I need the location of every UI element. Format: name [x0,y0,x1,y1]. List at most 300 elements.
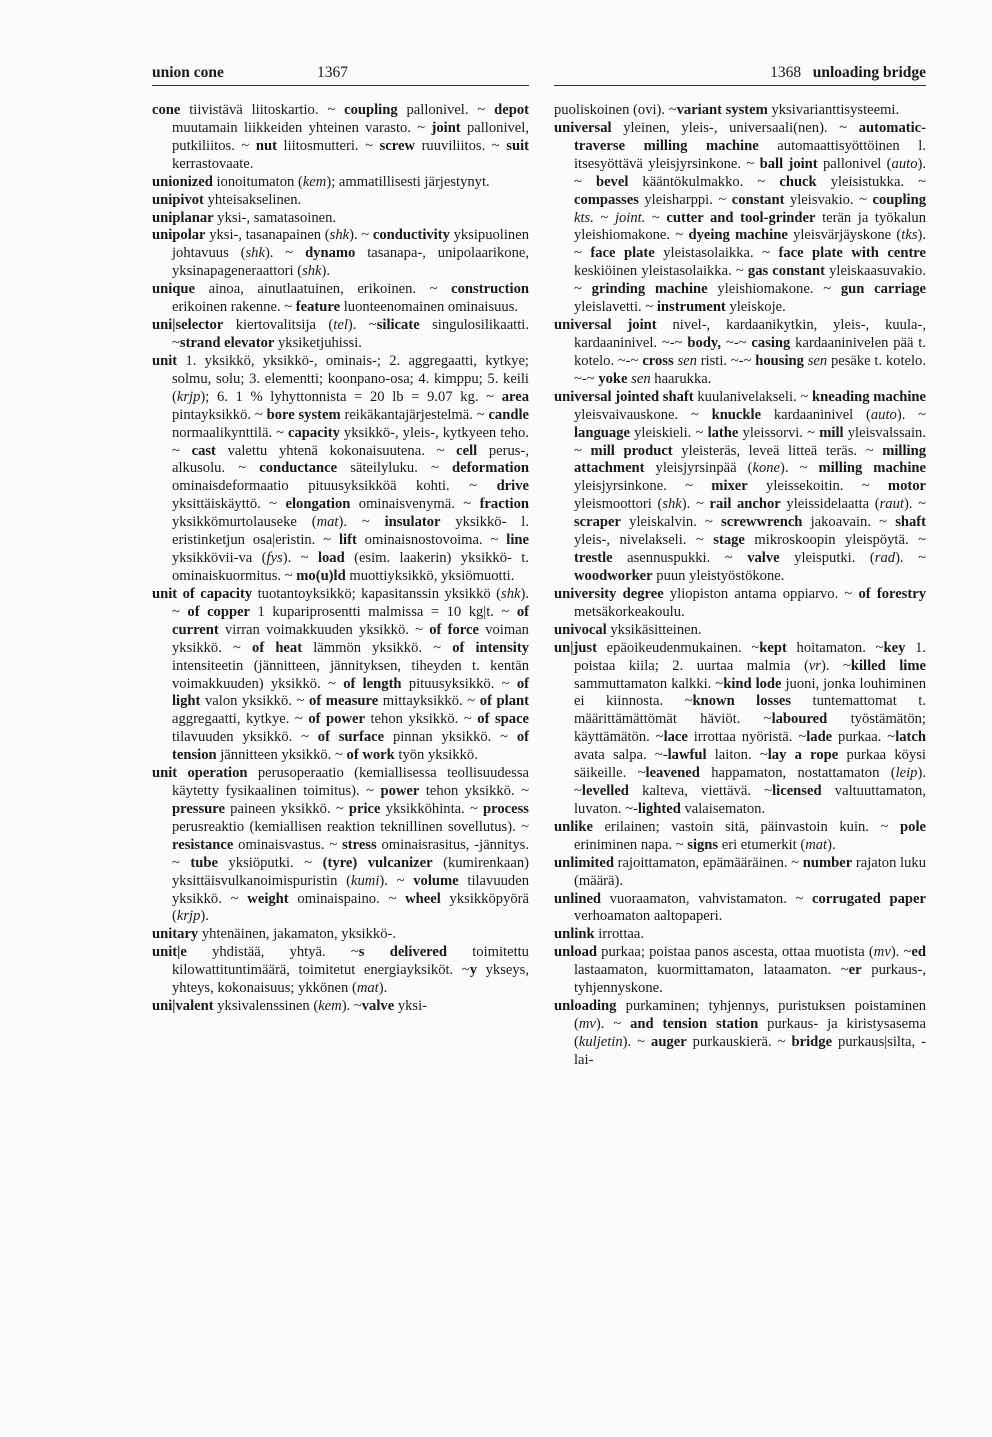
headword: killed lime [850,657,926,674]
headword: suit [506,137,529,154]
definition-text: ~ [645,209,667,226]
dictionary-entry [152,102,529,174]
headword: of length [343,675,402,692]
headword: variant system [676,102,768,118]
headword: price [348,800,381,817]
headword: instrument [656,299,726,316]
definition-text: erikoinen rakenne. ~ [172,299,296,316]
headword: screw [379,137,415,154]
definition-text: purkaminen; tyhjennys, puristuksen poistaminen ( [574,998,926,1033]
headword: signs [687,836,719,853]
headword: woodworker [574,567,653,584]
headword: wheel [405,890,441,907]
headword: of heat [252,639,303,656]
headword: nut [255,137,277,154]
headword: depot [494,102,530,118]
definition-text: yksikkövii-va ( [172,550,267,567]
headword: lathe [707,424,739,441]
headword: gun carriage [840,281,926,298]
headword: stage [713,532,745,549]
definition-text: yhteisakselinen. [203,191,302,208]
definition-text: pinnan yksikkö. ~ [384,729,517,746]
headword: unit|e [152,944,187,961]
definition-text: yksipuolinen johtavuus ( [172,227,529,262]
definition-text: ). ~ [896,406,926,423]
definition-text: ). ~ [379,872,414,889]
headword: kneading machine [811,388,926,405]
headword: conductivity [372,227,450,244]
headword: motor [887,478,927,495]
headword: dyeing machine [688,227,788,244]
definition-text: ). [200,908,209,925]
headword: and tension station [630,1016,759,1033]
headword: screwwrench [721,514,803,531]
headword: bore system [266,406,341,423]
headword: un|just [554,639,597,656]
definition-text: eriniminen napa. ~ [574,836,688,853]
headword: auger [651,1033,687,1050]
definition-text: puoliskoinen (ovi). ~ [554,102,677,118]
field-label: krjp [176,388,201,405]
definition-text: kerrastovaate. [172,155,254,172]
headword: line [506,532,529,549]
definition-text: pallonivel. ~ [397,102,495,118]
headword: er [848,962,862,979]
definition-text: yksivalenssinen ( [213,998,319,1015]
definition-text: hoitamaton. ~ [786,639,884,656]
headword: key [883,639,906,656]
field-label: kem [302,173,327,190]
field-label: mv [873,944,891,961]
definition-text: ). ~ [172,585,529,620]
headword: feature [295,299,341,316]
definition-text: ); 6. 1 % lyhyttonnista = 20 lb = 9.07 kg. ~ [200,388,502,405]
definition-text: yleishiomakone. ~ [707,281,841,298]
definition-text: yksivarianttisysteemi. [767,102,900,118]
definition-text: aggregaatti, kytkye. ~ [172,711,309,728]
definition-text: avata salpa. ~- [574,747,668,764]
headword: coupling [872,191,926,208]
definition-text: ). ~ [282,550,318,567]
definition-text: yleis-, nivelakseli. ~ [574,532,714,549]
headword: weight [247,890,289,907]
field-label: kumi [351,872,380,889]
dictionary-entry [554,855,926,891]
definition-text: ). ~ [895,550,926,567]
headword: silicate [376,317,420,334]
field-label: mv [578,1016,596,1033]
headword: casing [751,334,791,351]
definition-text: ). ~ [903,496,926,513]
headword: joint [431,119,461,136]
headword: unipivot [152,191,204,208]
headword: cast [191,442,216,459]
page-number-left: 1367 [317,64,348,81]
definition-text: kääntökulmakko. ~ [628,173,780,190]
headword: uniplanar [152,209,214,226]
headword: candle [488,406,529,423]
headword: unit [152,352,178,369]
definition-text: kardaaninivel ( [761,406,871,423]
definition-text: ); ammatillisesti järjestynyt. [326,173,490,190]
headword: lift [338,532,357,549]
definition-text: yleiskoje. [725,299,786,316]
headword: unload [554,944,597,961]
definition-text: perus-, alkusolu. ~ [172,442,529,477]
definition-text: purkaus- ja kiristysasema ( [574,1016,926,1050]
headword: unlike [554,818,593,835]
definition-text: ). ~ [622,1033,652,1050]
definition-text: yksi-, samatasoinen. [213,209,337,226]
definition-text: irrottaa nyöristä. ~ [687,729,807,746]
headword: lade [806,729,833,746]
definition-text: ). ~ [574,227,927,262]
dictionary-entry [554,622,926,640]
headword: gas constant [747,263,825,280]
headword: unlimited [554,854,615,871]
definition-text: epäoikeudenmukainen. ~ [596,639,760,656]
headword: body, [687,334,722,351]
definition-text: verhoamaton aaltopaperi. [574,908,723,925]
dictionary-entry [152,944,529,998]
definition-text: ~ [593,209,615,226]
definition-text: yleinen, yleis-, universaali(nen). ~ [611,119,859,136]
definition-text: tehon yksikkö. ~ [364,711,478,728]
headword: pressure [172,800,225,817]
headword: scraper [574,514,622,531]
headword: volume [413,872,459,889]
headword: ball joint [759,155,818,172]
definition-text: yleisputki. ( [779,550,875,567]
dictionary-entry [554,586,926,622]
definition-text: haarukka. [650,370,712,387]
headword: unlink [554,926,595,943]
headword: capacity [288,424,340,441]
definition-text: yleisteräs, leveä litteä teräs. ~ [672,442,883,459]
definition-text: perusoperaatio (kemiallisessa teollisuudessa käytetty fysikaalinen toimitus). ~ [172,765,529,800]
dictionary-entry [554,120,926,317]
headword: dynamo [305,245,356,262]
headword: cell [456,442,478,459]
headword: face plate [590,245,655,262]
dictionary-entry [152,281,529,317]
definition-text: tilavuuden yksikkö. ~ [172,872,529,907]
definition-text: ominaisvastus. ~ [233,836,343,853]
definition-text: tuntemattomat t. määrittämättömät häviöt. ~ [574,693,926,728]
definition-text: yleissorvi. ~ [738,424,820,441]
dictionary-entry [554,926,926,944]
definition-text: valtuuttamaton, luvaton. ~- [574,783,926,817]
headword: process [483,800,529,817]
definition-text: yleisvakio. ~ [784,191,873,208]
dictionary-entry [554,998,926,1070]
definition-text: ominaisnostovoima. ~ [356,532,507,549]
headword: of plant [479,693,530,710]
definition-text: ainoa, ainutlaatuinen, erikoinen. ~ [195,281,452,298]
headword: latch [895,729,926,746]
definition-text: pallonivel, putkiliitos. ~ [172,119,529,154]
headword: lawful [667,747,707,764]
headword: of copper [187,603,251,620]
definition-text: yleisharppi. ~ [638,191,732,208]
definition-text: yleiskieli. ~ [629,424,708,441]
definition-text: työstämätön; käyttämätön. ~ [574,711,926,746]
dictionary-entry [152,926,529,944]
field-label: tel [333,317,348,334]
field-label: kts. [574,209,594,226]
definition-text: pintayksikkö. ~ [172,406,267,423]
definition-text: yksittäiskäyttö. ~ [172,496,286,513]
headword: lace [663,729,688,746]
headword: universal joint [554,317,657,334]
definition-text: yleiskaasuvakio. ~ [574,263,926,298]
field-label: mat [356,980,379,997]
headword: of tension [172,729,530,764]
field-label: kone [752,460,781,477]
headword: unionized [152,173,213,190]
definition-text: rajaton luku (määrä). [574,854,926,889]
definition-text: yksikäsitteinen. [606,621,702,638]
definition-text: voiman yksikkö. ~ [172,621,529,656]
definition-text: ). ~ [347,317,377,334]
definition-text: laiton. ~ [706,747,768,764]
headword: (tyre) vulcanizer [322,854,433,871]
headword: of power [308,711,365,728]
headword: of current [172,603,529,638]
headword: milling attachment [574,442,927,477]
headword: construction [451,281,529,298]
definition-text: yksikköhinta. ~ [380,800,484,817]
definition-text: yleislavetti. ~ [574,299,657,316]
headword: unit of capacity [152,585,253,602]
header-right [770,63,926,83]
definition-text: virran voimakkuuden yksikkö. ~ [218,621,430,638]
headword: of force [429,621,479,638]
headword: automatic-traverse milling machine [574,119,926,154]
headword: of space [477,711,530,728]
headword: coupling [344,102,398,118]
headword: universal [554,119,612,136]
definition-text: ). ~ [574,155,927,190]
definition-text: eri etumerkit ( [718,836,806,853]
definition-text: kuulanivelakseli. ~ [693,388,812,405]
dictionary-entry [152,174,529,192]
headword: milling machine [818,460,927,477]
definition-text: pituusyksikkö. ~ [401,675,517,692]
headword: mill product [590,442,673,459]
headword: strand elevator [179,334,275,351]
definition-text: kardaaninivelen pää t. kotelo. ~-~ [574,334,927,369]
field-label: raut [879,496,904,513]
definition-text: metsäkorkeakoulu. [574,603,685,620]
definition-text: (esim. laakerin) yksikkö- t. ominaiskuormitus. ~ [172,550,529,584]
headword: compasses [574,191,639,208]
headword: of work [346,747,395,764]
definition-text: automaattisyöttöinen l. itsesyöttävä yleisjyrsinkone. ~ [574,137,927,172]
definition-text: yksi- [394,998,428,1015]
dictionary-entry [554,891,926,927]
headword: ed [911,944,926,961]
right-column [554,102,926,1070]
headword: unitary [152,926,199,943]
headword: university degree [554,585,664,602]
dictionary-entry [152,227,529,281]
dictionary-entry [152,998,529,1016]
definition-text: yksikköpyörä ( [172,890,530,925]
definition-text: ). ~ [574,765,926,800]
dictionary-entry [554,640,926,819]
dictionary-entry [554,317,926,389]
header-rule-left [152,85,529,86]
definition-text: yleisistukka. ~ [816,173,927,190]
definition-text: yleisjyrsinkone. ~ [574,478,712,495]
definition-text: singulosilikaatti. ~ [172,317,529,351]
definition-text: kiertovalitsija ( [223,317,334,334]
field-label: mat [316,514,339,531]
headword: stress [342,836,377,853]
definition-text: intensiteetin (jännitteen, jännityksen, tiheyden t. kentän voimakkuuden) yksikkö. ~ [172,657,529,692]
definition-text: ). ~ [264,245,306,262]
definition-text: tehon yksikkö. ~ [419,783,529,800]
definition-text: purkaus-, tyhjennyskone. [574,962,926,997]
definition-text: ionoitumaton ( [212,173,303,190]
definition-text: tilavuuden yksikkö. ~ [172,729,318,746]
definition-text: reikäkantajärjestelmä. ~ [340,406,489,423]
definition-text: irrottaa. [594,926,645,943]
headword: face plate with centre [778,245,926,262]
definition-text: ). ~ [341,998,362,1015]
headword: leavened [645,765,700,782]
headword: valve [361,998,395,1015]
definition-text: ). [321,263,331,280]
dictionary-entry [152,586,529,765]
headword: of surface [317,729,385,746]
field-label: joint. [614,209,646,226]
definition-text: mittayksikkö. ~ [378,693,480,710]
definition-text: 1. poistaa kiila; 2. uurtaa malmia ( [574,639,927,674]
headword: bevel [595,173,629,190]
definition-text: paineen yksikkö. ~ [224,800,349,817]
field-label: kuljetin [578,1033,623,1050]
definition-text: yksiketjuhissi. [274,334,362,351]
definition-text: yksikkömurtolauseke ( [172,514,317,531]
definition-text: 1 kupariprosentti malmissa = 10 kg|t. ~ [250,603,517,620]
headword: unloading [554,998,617,1015]
dictionary-entry [554,102,926,120]
headword: uni|valent [152,998,214,1015]
definition-text: ). [378,980,388,997]
definition-text: yliopiston antama oppiarvo. ~ [663,585,859,602]
definition-text: toimitettu kilowattituntimäärä, toimitetut energiayksiköt. ~ [172,944,529,979]
running-head-right: unloading bridge [812,64,926,81]
definition-text: yhdistää, yhtyä. ~ [186,944,359,961]
headword: bridge [791,1033,833,1050]
field-label: shk [662,496,682,513]
headword: unlined [554,890,602,907]
headword: language [574,424,630,441]
definition-text: ominaisdeformaatio pituusyksikköä kohti. ~ [172,478,497,495]
headword: yoke [598,370,628,387]
dictionary-entry [554,944,926,998]
field-label: shk [501,585,521,602]
definition-text: 1. yksikkö, yksikkö-, ominais-; 2. aggregaatti, kytkye; solmu, solu; 3. elementti; koonpano-osa; 4. kimppu; 5. keili ( [172,352,529,405]
running-head-left: union cone [152,64,224,81]
headword: s delivered [358,944,447,961]
headword: univocal [554,621,607,638]
headword: kept [759,639,787,656]
definition-text: muottiyksikkö, yksiömuotti. [345,567,515,584]
headword: grinding machine [591,281,708,298]
definition-text: normaalikynttilä. ~ [172,424,289,441]
definition-text: yleissidelaatta ( [780,496,880,513]
field-label: shk [329,227,350,244]
definition-text: yleisjyrsinpää ( [644,460,753,477]
definition-text: tiivistävä liitoskartio. ~ [180,102,345,118]
headword: tube [190,854,218,871]
definition-text: yleistasolaikka. ~ [654,245,779,262]
headword: of intensity [452,639,530,656]
headword: chuck [779,173,817,190]
headword: lighted [637,800,681,817]
definition-text: jakoavain. ~ [802,514,896,531]
headword: unipolar [152,227,206,244]
definition-text: kalteva, viettävä. ~ [628,783,773,800]
headword: housing [755,352,804,369]
headword: number [802,854,853,871]
headword: constant [731,191,785,208]
definition-text: ). ~ [595,1016,631,1033]
field-label: shk [302,263,322,280]
field-label: mat [805,836,828,853]
page-number-right: 1368 [770,64,802,81]
definition-text: ). [827,836,836,853]
field-label: vr [808,657,821,674]
field-label: leip [895,765,918,782]
headword: valve [747,550,780,567]
definition-text: jännitteen yksikkö. ~ [216,747,347,764]
definition-text: säteilyluku. ~ [337,460,452,477]
headword: kind lode [723,675,782,692]
headword: drive [496,478,529,495]
definition-text: liitosmutteri. ~ [276,137,380,154]
definition-text: terän ja työkalun yleishiomakone. ~ [574,209,926,244]
definition-text: ). ~ [681,496,710,513]
headword: laboured [771,711,828,728]
definition-text: pesäke t. kotelo. ~-~ [574,352,927,387]
definition-text: purkaa köysi säikeille. ~ [574,747,926,782]
field-label: fys [266,550,283,567]
field-label: sen [807,352,828,369]
definition-text: puun yleistyöstökone. [652,567,785,584]
headword: licensed [772,783,822,800]
field-label: krjp [176,908,201,925]
definition-text: yleisvalssain. ~ [574,424,926,459]
definition-text: yksikkö-, yleis-, kytkyeen teho. ~ [172,424,529,459]
field-label: auto [891,155,918,172]
headword: known losses [692,693,792,710]
definition-text: ). ~ [890,944,912,961]
headword: elongation [285,496,351,513]
definition-text: ). ~ [338,514,385,531]
field-label: rad [874,550,896,567]
definition-text: rajoittamaton, epämääräinen. ~ [614,854,803,871]
definition-text: yleismoottori ( [574,496,663,513]
field-label: sen [631,370,651,387]
headword: universal jointed shaft [554,388,694,405]
headword: corrugated paper [812,890,926,907]
headword: levelled [581,783,629,800]
headword: of measure [309,693,379,710]
